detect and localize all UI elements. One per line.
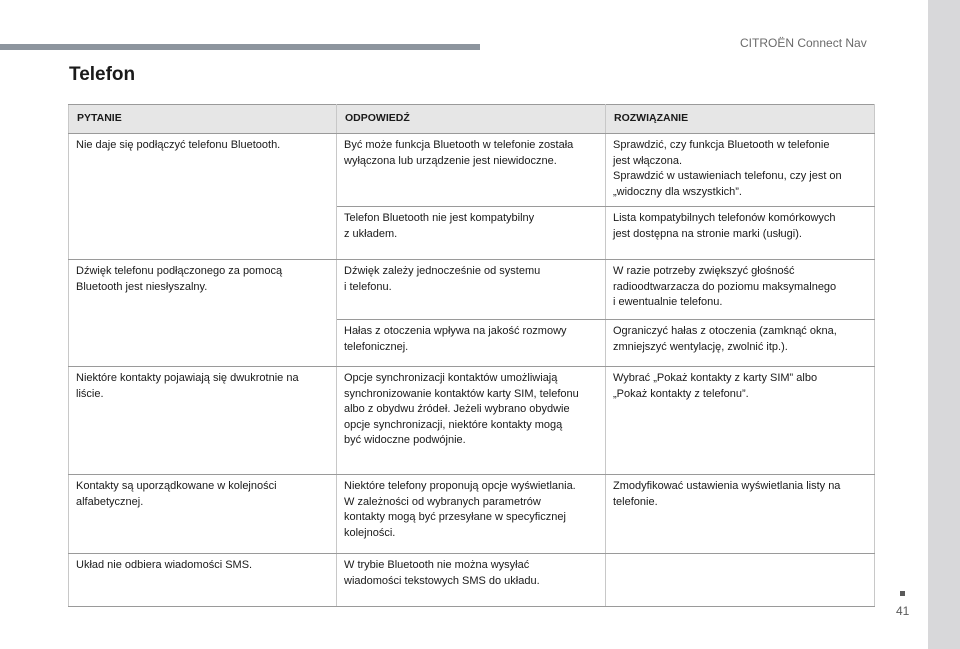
- table-row: [69, 554, 875, 607]
- table-row: [69, 367, 875, 475]
- answer-cell: Być może funkcja Bluetooth w telefonie została wyłączona lub urządzenie jest niewidoczne.: [337, 134, 606, 207]
- page-title: Telefon: [69, 64, 136, 85]
- faq-table: [68, 104, 875, 607]
- solution-cell: Lista kompatybilnych telefonów komórkowych jest dostępna na stronie marki (usługi).: [606, 207, 875, 260]
- table-row: [69, 207, 875, 260]
- answer-cell: Dźwięk zależy jednocześnie od systemu i telefonu.: [337, 260, 606, 320]
- table-row: [69, 320, 875, 367]
- answer-cell: Telefon Bluetooth nie jest kompatybilny z układem.: [337, 207, 606, 260]
- question-cell: Układ nie odbiera wiadomości SMS.: [69, 554, 337, 607]
- solution-cell: Sprawdzić, czy funkcja Bluetooth w telefonie jest włączona. Sprawdzić w ustawieniach telefonu, czy jest on „widoczny dla wszystkich”.: [606, 134, 875, 207]
- solution-cell: Wybrać „Pokaż kontakty z karty SIM” albo „Pokaż kontakty z telefonu”.: [606, 367, 875, 475]
- answer-cell: Opcje synchronizacji kontaktów umożliwiają synchronizowanie kontaktów karty SIM, telefonu albo z obydwu źródeł. Jeżeli wybrano obydwie opcje synchronizacji, niektóre kontakty mogą być widoczne podwójnie.: [337, 367, 606, 475]
- answer-cell: Niektóre telefony proponują opcje wyświetlania. W zależności od wybranych parametrów kontakty mogą być przesyłane w specyficznej kolejności.: [337, 475, 606, 554]
- page-marker: [900, 591, 905, 596]
- header-bar: [0, 44, 480, 50]
- answer-cell: W trybie Bluetooth nie można wysyłać wiadomości tekstowych SMS do układu.: [337, 554, 606, 607]
- solution-cell: Ograniczyć hałas z otoczenia (zamknąć okna, zmniejszyć wentylację, zwolnić itp.).: [606, 320, 875, 367]
- brand-label: CITROËN Connect Nav: [740, 36, 867, 50]
- header-question: PYTANIE: [69, 105, 337, 134]
- table-row: [69, 260, 875, 320]
- table-header-row: [69, 105, 875, 134]
- question-cell: Kontakty są uporządkowane w kolejności alfabetycznej.: [69, 475, 337, 554]
- side-strip: [928, 0, 960, 649]
- solution-cell: W razie potrzeby zwiększyć głośność radioodtwarzacza do poziomu maksymalnego i ewentualnie telefonu.: [606, 260, 875, 320]
- table-row: [69, 475, 875, 554]
- header-answer: ODPOWIEDŹ: [337, 105, 606, 134]
- question-cell: [69, 320, 337, 367]
- question-cell: Nie daje się podłączyć telefonu Bluetooth.: [69, 134, 337, 207]
- table-row: [69, 134, 875, 207]
- header-solution: ROZWIĄZANIE: [606, 105, 875, 134]
- question-cell: Dźwięk telefonu podłączonego za pomocą Bluetooth jest niesłyszalny.: [69, 260, 337, 320]
- solution-cell: Zmodyfikować ustawienia wyświetlania listy na telefonie.: [606, 475, 875, 554]
- question-cell: [69, 207, 337, 260]
- solution-cell: [606, 554, 875, 607]
- answer-cell: Hałas z otoczenia wpływa na jakość rozmowy telefonicznej.: [337, 320, 606, 367]
- page-number: 41: [896, 604, 910, 618]
- question-cell: Niektóre kontakty pojawiają się dwukrotnie na liście.: [69, 367, 337, 475]
